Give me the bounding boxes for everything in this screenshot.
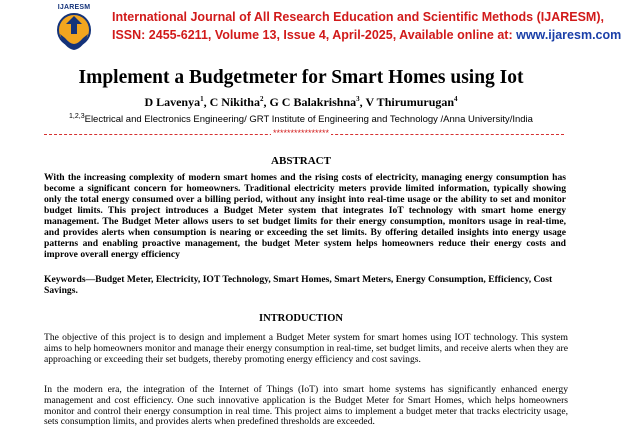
paper-title: Implement a Budgetmeter for Smart Homes using Iot [78,67,524,88]
journal-name: International Journal of All Research Education and Scientific Methods (IJARESM), [112,10,604,24]
author-name: C Nikitha [209,95,260,109]
journal-issue-info [112,28,621,42]
introduction-heading: INTRODUCTION [258,313,343,324]
affiliation [0,113,602,125]
author-sup: 2 [259,95,264,103]
star-separator: **************** [272,128,330,138]
author-list: D Lavenya$^1$, C Nikitha$^2$, G C Balakrishna$^3$, V Thirumurugan$^4$ [144,95,458,109]
journal-logo [50,4,98,54]
author-name: D Lavenya [144,95,201,109]
hands-globe-icon [50,4,98,54]
author-sup: 1 [200,95,204,103]
abstract-heading: ABSTRACT [271,155,331,167]
abstract-text: With the increasing complexity of modern smart homes and the rising costs of electricity, managing energy consumption has become a significant concern for homeowners. Traditional electricity meters provide limited information, typically showing only the total energy consumed over a billing period, without any insight into real-time usage or the ability to set and monitor budget limits. This project introduces a Budget Meter system that integrates IoT technology with smart home energy management. The Budget Meter allows users to set budget limits for their energy consumption, monitors usage in real-time, and provides alerts when consumption is nearing or exceeding the set limits. By offering detailed insights into energy usage patterns and enabling proactive management, the budget Meter system helps homeowners reduce their energy costs and improve overall energy efficiency [44,172,566,260]
intro-paragraph-2: In the modern era, the integration of the Internet of Things (IoT) into smart home systems has significantly enhanced energy management and cost efficiency. One such innovative application is the Budget Meter for Smart Homes, which helps homeowners monitor and control their energy consumption in real time. This project aims to implement a budget meter that tracks electricity usage, sets consumption limits, and provides alerts when predefined thresholds are exceeded. [44,384,568,428]
intro-paragraph-1: The objective of this project is to design and implement a Budget Meter system for smart homes using IOT technology. This system aims to help homeowners monitor and manage their energy consumption in real-time, set budget limits, and receive alerts when they are approaching or exceeding their set budgets, thereby promoting energy efficiency and cost savings. [44,332,568,365]
affiliation-sup: 1,2,3 [69,113,85,120]
author-sup: 4 [454,95,458,103]
issn-volume-text: ISSN: 2455-6211, Volume 13, Issue 4, April-2025, Available online at: [112,28,517,42]
author-name: G C Balakrishna [269,95,357,109]
keywords: Keywords—Budget Meter, Electricity, IOT Technology, Smart Homes, Smart Meters, Energy Consumption, Efficiency, Cost Savings. [44,274,553,296]
journal-url-link[interactable]: www.ijaresm.com [516,28,621,42]
journal-header [0,0,621,58]
logo-text: IJARESM [57,4,91,11]
author-sup: 3 [356,95,360,103]
affiliation-text: Electrical and Electronics Engineering/ GRT Institute of Engineering and Technology /Anna University/India [84,114,533,126]
author-name: V Thirumurugan [365,95,455,109]
